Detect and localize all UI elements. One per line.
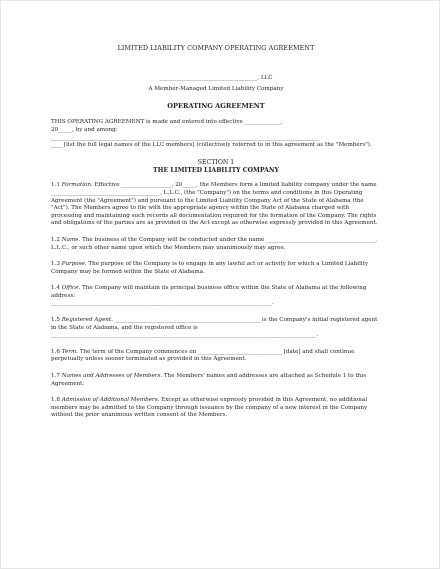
clause-1-8 xyxy=(51,397,381,420)
clause-1-5-number: 1.5 xyxy=(51,317,60,324)
intro-line-3: ____ [list the full legal names of the LLC members] (collectively referred to in this agreement as the "Members"). xyxy=(51,142,372,149)
intro-line-1: THIS OPERATING AGREEMENT is made and entered into effective _____________, xyxy=(51,119,283,126)
clause-1-6-label: Term xyxy=(61,348,77,355)
intro-paragraph xyxy=(51,119,381,149)
clause-1-2-label: Name xyxy=(61,236,79,243)
section-number: SECTION 1 xyxy=(197,158,235,166)
clause-1-7-number: 1.7 xyxy=(51,373,60,380)
clause-1-4 xyxy=(51,285,381,308)
clause-1-1-number: 1.1 xyxy=(51,182,60,189)
clause-1-3-text: . The purpose of the Company is to engage in any lawful act or activity for which a Limited Liability Company may be formed within the State of Alabama. xyxy=(51,261,369,275)
intro-line-2: 20_____, by and among: xyxy=(51,126,118,133)
clause-1-3-number: 1.3 xyxy=(51,261,60,268)
section-title: THE LIMITED LIABILITY COMPANY xyxy=(153,166,279,174)
clause-1-8-number: 1.8 xyxy=(51,397,60,404)
clause-1-5-label: Registered Agent xyxy=(61,317,112,324)
clause-1-2-number: 1.2 xyxy=(51,236,60,243)
operating-agreement-heading: OPERATING AGREEMENT xyxy=(167,101,265,110)
clause-1-6-number: 1.6 xyxy=(51,348,60,355)
clause-1-1-text: . Effective __________________, 20_____, the Members form a limited liability company under the name _______________________________________, L.L.C., (the "Company") on the terms and conditions in this Operating Agreement (the "Agreement") and pursuant to the Limited Liability Company Act of the State of Alabama (the "Act"). The Members agree to file with the appropriate agency within the State of Alabama charged with processing and maintaining such records all documentation required for the formation of the Company. The rights and obligations of the parties are as provided in the Act except as otherwise expressly provided in this Agreement. xyxy=(51,182,378,227)
clause-1-1-label: Formation xyxy=(61,182,91,189)
document-subtitle: A Member-Managed Limited Liability Company xyxy=(148,86,284,93)
clause-1-3 xyxy=(51,261,381,276)
section-1-heading xyxy=(51,159,381,175)
clause-1-7 xyxy=(51,373,381,388)
registered-office-blank: _______________________________________________________________________________________________. xyxy=(51,332,319,339)
clause-1-5-text: . ____________________________________________________ is the Company's initial registered agent in the State of Alabama, and the registered office is xyxy=(51,317,378,331)
clause-1-7-text: . The Members' names and addresses are attached as Schedule 1 to this Agreement. xyxy=(51,373,366,387)
clause-1-4-label: Office xyxy=(61,285,79,292)
clause-1-1 xyxy=(51,182,381,228)
intro-blank-line: ________________________________________________________________________________________________ xyxy=(51,134,320,141)
clause-1-4-number: 1.4 xyxy=(51,285,60,292)
llc-name-line: ___________________________________, LLC xyxy=(159,74,273,81)
clause-1-7-label: Names and Addresses of Members xyxy=(61,373,161,380)
clause-1-2-text: . The business of the Company will be conducted under the name _______________________________________, L.L.C., or such other name upon which the Members may unanimously may agree. xyxy=(51,236,377,251)
clause-1-8-label: Admission of Additional Members xyxy=(61,397,158,404)
clause-1-6 xyxy=(51,349,381,364)
clause-1-2 xyxy=(51,237,381,252)
clause-1-3-label: Purpose xyxy=(61,261,85,268)
clause-1-6-text: . The term of the Company commences on ______________________________ [date] and shall continue perpetually unless sooner terminated as provided in this Agreement. xyxy=(51,348,355,363)
document-body xyxy=(51,45,381,429)
document-title: LIMITED LIABILITY COMPANY OPERATING AGREEMENT xyxy=(117,44,315,52)
office-address-blank: _______________________________________________________________________________. xyxy=(51,300,274,307)
clause-1-4-text: . The Company will maintain its principal business office within the State of Alabama at the following address: xyxy=(51,285,367,299)
clause-1-5 xyxy=(51,317,381,340)
clause-1-8-text: . Except as otherwise expressly provided in this Agreement, no additional members may be admitted to the Company through issuance by the company of a new interest in the Company without the prior unanimous written consent of the Members. xyxy=(51,397,368,419)
